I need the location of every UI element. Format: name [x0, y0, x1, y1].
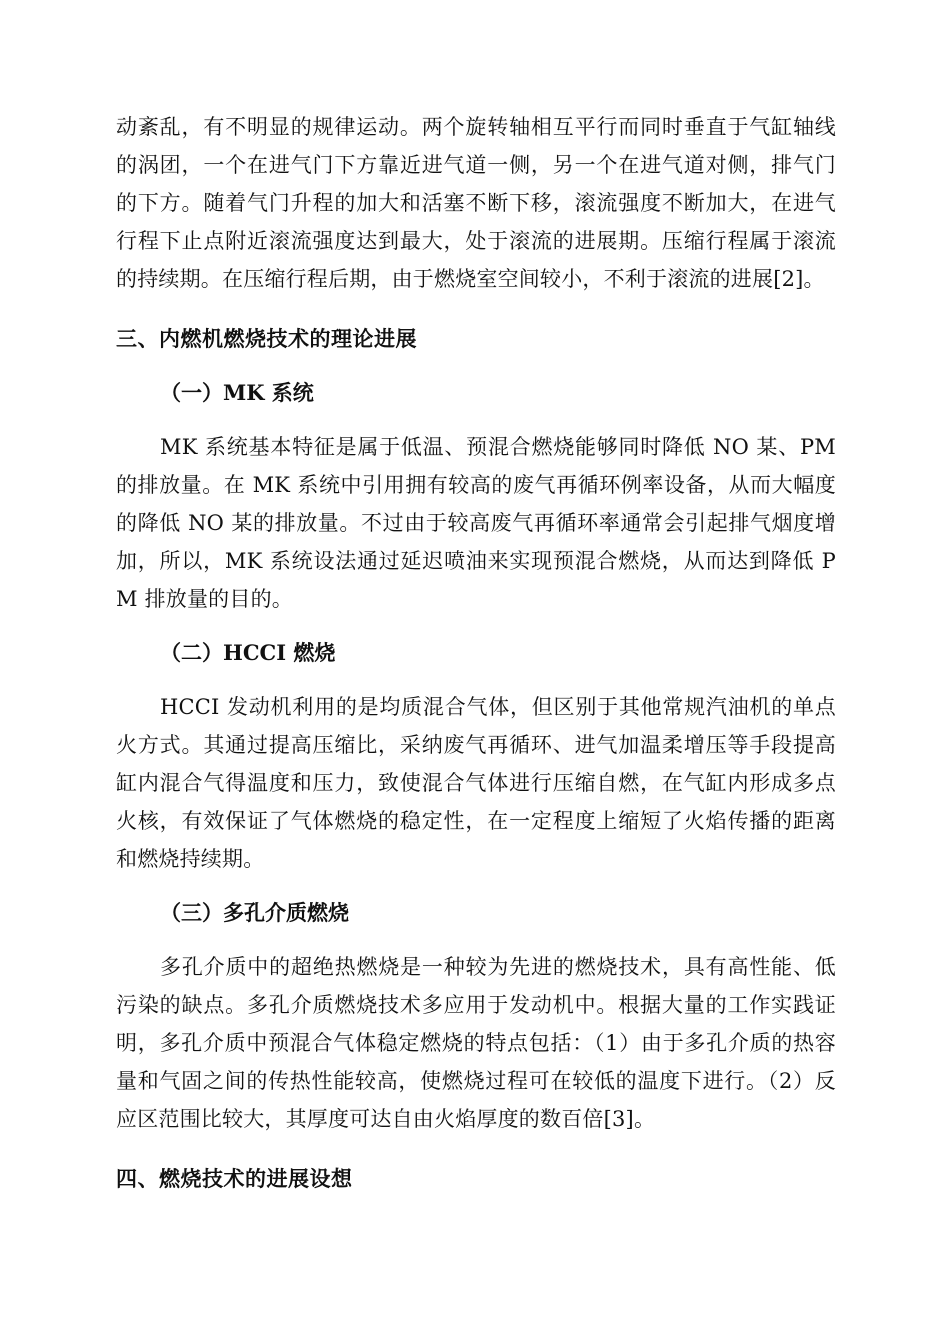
paragraph-tumble-flow: 动紊乱，有不明显的规律运动。两个旋转轴相互平行而同时垂直于气缸轴线的涡团，一个在进气门下方靠近进气道一侧，另一个在进气道对侧，排气门的下方。随着气门升程的加大和活塞不断下移，滚流强度不断加大，在进气行程下止点附近滚流强度达到最大，处于滚流的进展期。压缩行程属于滚流的持续期。在压缩行程后期，由于燃烧室空间较小，不利于滚流的进展[2]。: [116, 115, 836, 291]
paragraph-mk-system: MK 系统基本特征是属于低温、预混合燃烧能够同时降低 NO 某、PM 的排放量。在 MK 系统中引用拥有较高的废气再循环例率设备，从而大幅度的降低 NO 某的排放量。不过由于较高废气再循环率通常会引起排气烟度增加，所以，MK 系统设法通过延迟喷油来实现预混合燃烧，从而达到降低 PM 排放量的目的。: [116, 435, 836, 611]
subheading-hcci: （二）HCCI 燃烧: [160, 640, 336, 665]
section-heading-theory: 三、内燃机燃烧技术的理论进展: [116, 327, 417, 351]
paragraph-porous-media: 多孔介质中的超绝热燃烧是一种较为先进的燃烧技术，具有高性能、低污染的缺点。多孔介质燃烧技术多应用于发动机中。根据大量的工作实践证明，多孔介质中预混合气体稳定燃烧的特点包括：（1）由于多孔介质的热容量和气固之间的传热性能较高，使燃烧过程可在较低的温度下进行。（2）反应区范围比较大，其厚度可达自由火焰厚度的数百倍[3]。: [116, 955, 836, 1131]
subheading-mk-system: （一）MK 系统: [160, 380, 314, 405]
subheading-porous-media: （三）多孔介质燃烧: [160, 900, 349, 925]
section-heading-outlook: 四、燃烧技术的进展设想: [116, 1167, 353, 1191]
document-body: [116, 108, 836, 1198]
paragraph-hcci: HCCI 发动机利用的是均质混合气体，但区别于其他常规汽油机的单点火方式。其通过提高压缩比，采纳废气再循环、进气加温柔增压等手段提高缸内混合气得温度和压力，致使混合气体进行压缩自燃，在气缸内形成多点火核，有效保证了气体燃烧的稳定性，在一定程度上缩短了火焰传播的距离和燃烧持续期。: [116, 695, 836, 871]
